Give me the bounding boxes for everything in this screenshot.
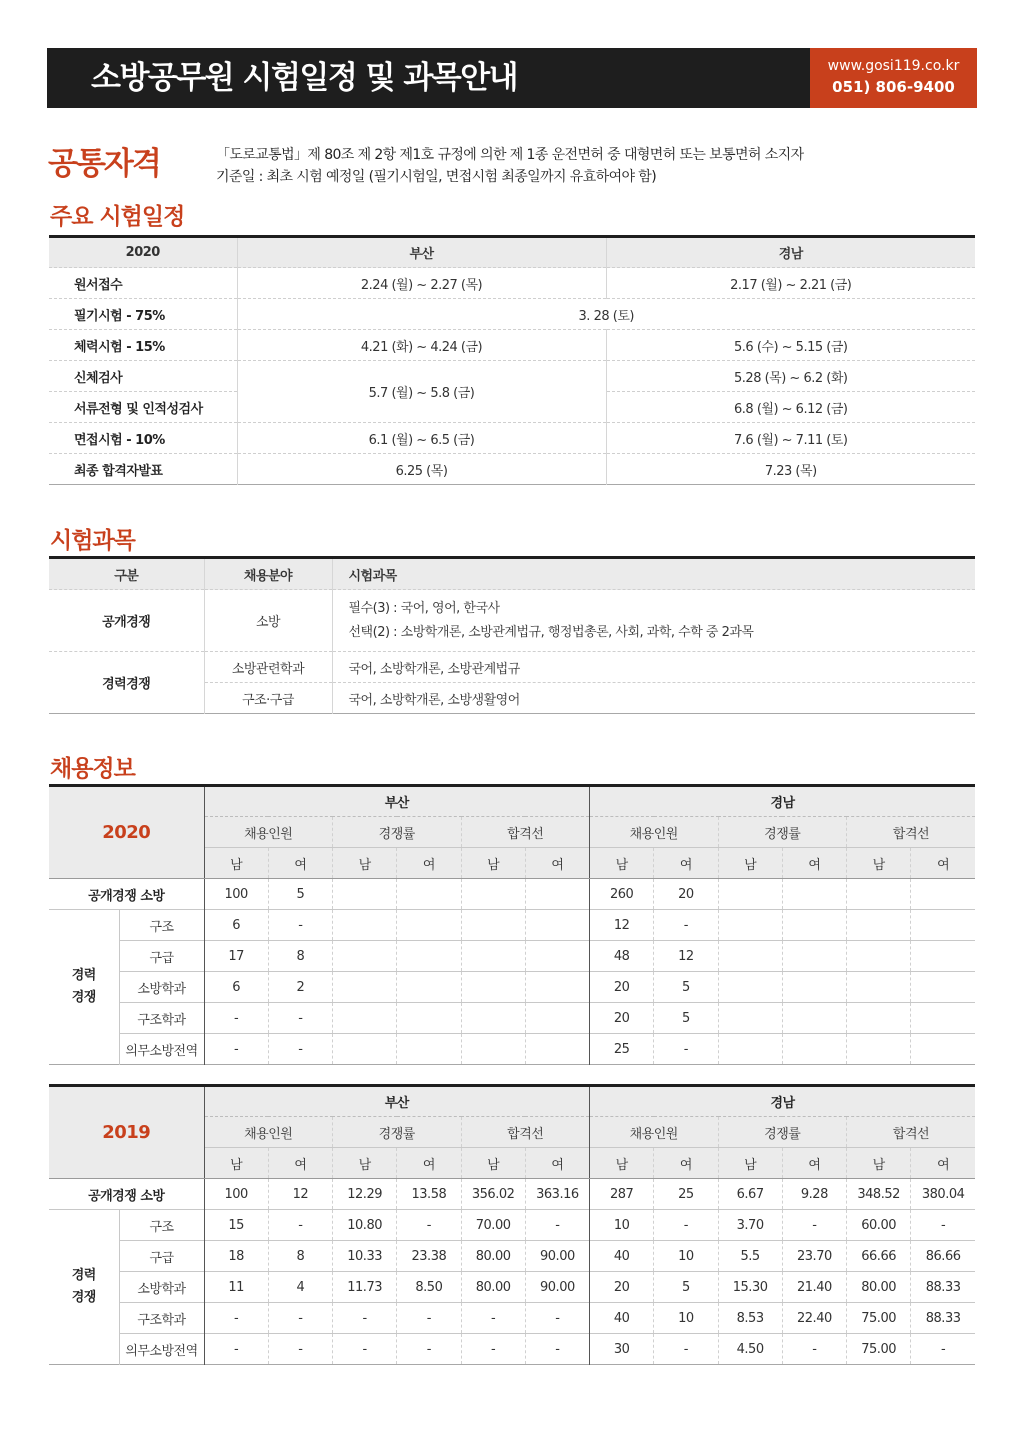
data-cell bbox=[718, 1003, 782, 1034]
data-cell: 10.80 bbox=[333, 1210, 397, 1241]
qualification-title: 공통자격 bbox=[48, 146, 160, 182]
data-cell: 10 bbox=[654, 1241, 718, 1272]
region-busan: 부산 bbox=[204, 786, 590, 817]
row-label: 면접시험 - 10% bbox=[49, 423, 237, 454]
sex-header: 여 bbox=[268, 848, 332, 879]
data-cell: - bbox=[333, 1334, 397, 1365]
data-cell: 10 bbox=[654, 1303, 718, 1334]
sex-header: 여 bbox=[782, 848, 846, 879]
qualification-line: 기준일 : 최초 시험 예정일 (필기시험일, 면접시험 최종일까지 유효하여야 함) bbox=[216, 169, 657, 185]
common-qualification bbox=[48, 144, 804, 188]
data-cell bbox=[397, 1003, 461, 1034]
header-subjects: 시험과목 bbox=[332, 558, 975, 590]
row-label: 체력시험 - 15% bbox=[49, 330, 237, 361]
data-cell: 356.02 bbox=[461, 1179, 525, 1210]
data-cell bbox=[847, 941, 911, 972]
data-cell: 100 bbox=[204, 879, 268, 910]
data-cell: - bbox=[397, 1334, 461, 1365]
data-cell: 20 bbox=[590, 1272, 654, 1303]
sex-header: 남 bbox=[847, 1148, 911, 1179]
data-cell: 80.00 bbox=[461, 1272, 525, 1303]
schedule-section-title: 주요 시험일정 bbox=[50, 204, 185, 230]
group-label-line: 경력 bbox=[71, 1268, 96, 1283]
data-cell: 25 bbox=[590, 1034, 654, 1065]
cell-gyeongnam: 5.28 (목) ~ 6.2 (화) bbox=[606, 361, 975, 392]
data-cell bbox=[525, 879, 589, 910]
data-cell: 11 bbox=[204, 1272, 268, 1303]
sex-header: 남 bbox=[333, 848, 397, 879]
row-label: 구급 bbox=[119, 941, 204, 972]
field-cell: 소방관련학과 bbox=[204, 652, 332, 683]
data-cell bbox=[782, 972, 846, 1003]
sex-header: 여 bbox=[654, 1148, 718, 1179]
data-cell: 90.00 bbox=[525, 1272, 589, 1303]
career-group-label bbox=[49, 910, 119, 1065]
data-cell bbox=[333, 941, 397, 972]
data-cell: - bbox=[268, 1034, 332, 1065]
data-cell: 363.16 bbox=[525, 1179, 589, 1210]
row-label: 구조 bbox=[119, 910, 204, 941]
data-cell: - bbox=[911, 1334, 975, 1365]
data-cell: 86.66 bbox=[911, 1241, 975, 1272]
sex-header: 여 bbox=[525, 1148, 589, 1179]
data-cell bbox=[911, 941, 975, 972]
data-cell bbox=[397, 972, 461, 1003]
sex-header: 남 bbox=[590, 848, 654, 879]
data-cell: - bbox=[204, 1034, 268, 1065]
data-cell: 4 bbox=[268, 1272, 332, 1303]
sex-header: 남 bbox=[590, 1148, 654, 1179]
data-cell: - bbox=[204, 1303, 268, 1334]
region-gyeongnam: 경남 bbox=[590, 786, 976, 817]
subjects-cell: 국어, 소방학개론, 소방생활영어 bbox=[332, 683, 975, 714]
data-cell: 13.58 bbox=[397, 1179, 461, 1210]
data-cell: - bbox=[654, 1034, 718, 1065]
cell-busan: 6.25 (목) bbox=[237, 454, 606, 485]
data-cell: 90.00 bbox=[525, 1241, 589, 1272]
data-cell: 8 bbox=[268, 1241, 332, 1272]
sex-header: 여 bbox=[397, 1148, 461, 1179]
group-label-line: 경쟁 bbox=[71, 1290, 96, 1305]
data-cell bbox=[718, 1034, 782, 1065]
data-cell bbox=[911, 879, 975, 910]
cell-busan: 5.7 (월) ~ 5.8 (금) bbox=[237, 361, 606, 423]
table-row bbox=[49, 268, 975, 299]
category-open: 공개경쟁 bbox=[49, 590, 204, 652]
data-cell: 20 bbox=[590, 972, 654, 1003]
data-cell: - bbox=[461, 1303, 525, 1334]
data-cell: 40 bbox=[590, 1303, 654, 1334]
data-cell: 10 bbox=[590, 1210, 654, 1241]
data-cell bbox=[782, 879, 846, 910]
data-cell: - bbox=[204, 1003, 268, 1034]
table-row bbox=[49, 972, 975, 1003]
sex-header: 남 bbox=[461, 848, 525, 879]
data-cell bbox=[847, 972, 911, 1003]
data-cell: 380.04 bbox=[911, 1179, 975, 1210]
cell-busan: 2.24 (월) ~ 2.27 (목) bbox=[237, 268, 606, 299]
table-row bbox=[49, 590, 975, 652]
sex-header: 여 bbox=[268, 1148, 332, 1179]
contact-box bbox=[810, 48, 977, 108]
data-cell: 2 bbox=[268, 972, 332, 1003]
data-cell: - bbox=[268, 1003, 332, 1034]
data-cell bbox=[333, 879, 397, 910]
data-cell bbox=[718, 910, 782, 941]
data-cell bbox=[525, 1034, 589, 1065]
metric-header: 경쟁률 bbox=[718, 1117, 847, 1148]
data-cell: - bbox=[268, 910, 332, 941]
data-cell: 21.40 bbox=[782, 1272, 846, 1303]
data-cell bbox=[718, 941, 782, 972]
data-cell: 8.53 bbox=[718, 1303, 782, 1334]
cell-gyeongnam: 7.23 (목) bbox=[606, 454, 975, 485]
header-gyeongnam: 경남 bbox=[606, 237, 975, 268]
data-cell bbox=[911, 972, 975, 1003]
subjects-section-title: 시험과목 bbox=[50, 528, 135, 554]
table-row bbox=[49, 423, 975, 454]
data-cell bbox=[911, 910, 975, 941]
table-row bbox=[49, 454, 975, 485]
data-cell: - bbox=[204, 1334, 268, 1365]
data-cell bbox=[333, 1034, 397, 1065]
sex-header: 여 bbox=[911, 848, 975, 879]
recruitment-section-title: 채용정보 bbox=[50, 756, 135, 782]
row-label: 의무소방전역 bbox=[119, 1334, 204, 1365]
data-cell: - bbox=[397, 1303, 461, 1334]
data-cell bbox=[397, 910, 461, 941]
data-cell: - bbox=[911, 1210, 975, 1241]
table-row bbox=[49, 910, 975, 941]
data-cell: 100 bbox=[204, 1179, 268, 1210]
table-row bbox=[49, 879, 975, 910]
sex-header: 여 bbox=[654, 848, 718, 879]
page-title: 소방공무원 시험일정 및 과목안내 bbox=[91, 60, 518, 96]
table-row bbox=[49, 299, 975, 330]
row-label: 구조학과 bbox=[119, 1303, 204, 1334]
data-cell: 12 bbox=[590, 910, 654, 941]
cell-gyeongnam: 6.8 (월) ~ 6.12 (금) bbox=[606, 392, 975, 423]
data-cell bbox=[718, 972, 782, 1003]
group-label-line: 경쟁 bbox=[71, 990, 96, 1005]
data-cell: 75.00 bbox=[847, 1334, 911, 1365]
year-label: 2019 bbox=[49, 1086, 204, 1179]
sex-header: 남 bbox=[718, 1148, 782, 1179]
row-label: 공개경쟁 소방 bbox=[49, 879, 204, 910]
row-label: 소방학과 bbox=[119, 1272, 204, 1303]
row-label: 구조학과 bbox=[119, 1003, 204, 1034]
cell-gyeongnam: 2.17 (월) ~ 2.21 (금) bbox=[606, 268, 975, 299]
subjects-cell bbox=[332, 590, 975, 652]
cell-gyeongnam: 7.6 (월) ~ 7.11 (토) bbox=[606, 423, 975, 454]
data-cell: - bbox=[525, 1334, 589, 1365]
data-cell: - bbox=[333, 1303, 397, 1334]
data-cell: 260 bbox=[590, 879, 654, 910]
data-cell bbox=[461, 879, 525, 910]
cell-gyeongnam: 5.6 (수) ~ 5.15 (금) bbox=[606, 330, 975, 361]
table-row bbox=[49, 652, 975, 683]
metric-header: 채용인원 bbox=[204, 1117, 333, 1148]
data-cell: 15 bbox=[204, 1210, 268, 1241]
category-career: 경력경쟁 bbox=[49, 652, 204, 714]
data-cell bbox=[525, 972, 589, 1003]
data-cell: 22.40 bbox=[782, 1303, 846, 1334]
table-row bbox=[49, 1179, 975, 1210]
table-row bbox=[49, 361, 975, 392]
sex-header: 남 bbox=[333, 1148, 397, 1179]
data-cell: 18 bbox=[204, 1241, 268, 1272]
data-cell: 23.38 bbox=[397, 1241, 461, 1272]
table-row bbox=[49, 1210, 975, 1241]
metric-header: 합격선 bbox=[847, 817, 976, 848]
table-row bbox=[49, 1241, 975, 1272]
data-cell: - bbox=[525, 1303, 589, 1334]
data-cell: - bbox=[525, 1210, 589, 1241]
row-label: 서류전형 및 인적성검사 bbox=[49, 392, 237, 423]
region-busan: 부산 bbox=[204, 1086, 590, 1117]
row-label: 구급 bbox=[119, 1241, 204, 1272]
career-group-label bbox=[49, 1210, 119, 1365]
group-label-line: 경력 bbox=[71, 968, 96, 983]
data-cell bbox=[461, 1003, 525, 1034]
data-cell: 60.00 bbox=[847, 1210, 911, 1241]
metric-header: 합격선 bbox=[461, 817, 590, 848]
data-cell bbox=[397, 879, 461, 910]
sex-header: 남 bbox=[204, 1148, 268, 1179]
table-row bbox=[49, 1034, 975, 1065]
data-cell: 5 bbox=[654, 1003, 718, 1034]
data-cell: - bbox=[782, 1210, 846, 1241]
data-cell bbox=[782, 941, 846, 972]
header-banner bbox=[47, 48, 977, 108]
data-cell: 4.50 bbox=[718, 1334, 782, 1365]
subjects-table bbox=[49, 556, 975, 714]
metric-header: 경쟁률 bbox=[333, 1117, 462, 1148]
phone-number: 051) 806-9400 bbox=[832, 78, 955, 96]
sex-header: 남 bbox=[718, 848, 782, 879]
data-cell: 5.5 bbox=[718, 1241, 782, 1272]
data-cell: - bbox=[782, 1334, 846, 1365]
data-cell bbox=[525, 941, 589, 972]
data-cell: 80.00 bbox=[461, 1241, 525, 1272]
schedule-table bbox=[49, 235, 975, 485]
data-cell bbox=[461, 941, 525, 972]
row-label: 공개경쟁 소방 bbox=[49, 1179, 204, 1210]
cell-busan: 4.21 (화) ~ 4.24 (금) bbox=[237, 330, 606, 361]
data-cell bbox=[847, 879, 911, 910]
data-cell: 6 bbox=[204, 972, 268, 1003]
data-cell: - bbox=[654, 1334, 718, 1365]
data-cell: 8 bbox=[268, 941, 332, 972]
table-row bbox=[49, 1272, 975, 1303]
data-cell: 5 bbox=[268, 879, 332, 910]
elective-subjects: 선택(2) : 소방학개론, 소방관계법규, 행정법총론, 사회, 과학, 수학 중 2과목 bbox=[348, 624, 754, 640]
row-label: 소방학과 bbox=[119, 972, 204, 1003]
data-cell bbox=[397, 941, 461, 972]
data-cell bbox=[333, 910, 397, 941]
data-cell: 5 bbox=[654, 1272, 718, 1303]
data-cell bbox=[911, 1034, 975, 1065]
row-label: 필기시험 - 75% bbox=[49, 299, 237, 330]
table-row bbox=[49, 330, 975, 361]
data-cell: 17 bbox=[204, 941, 268, 972]
data-cell: 8.50 bbox=[397, 1272, 461, 1303]
metric-header: 채용인원 bbox=[590, 817, 719, 848]
data-cell bbox=[718, 879, 782, 910]
data-cell: - bbox=[268, 1303, 332, 1334]
sex-header: 남 bbox=[847, 848, 911, 879]
data-cell: 80.00 bbox=[847, 1272, 911, 1303]
data-cell: 66.66 bbox=[847, 1241, 911, 1272]
row-label: 최종 합격자발표 bbox=[49, 454, 237, 485]
data-cell: - bbox=[397, 1210, 461, 1241]
data-cell: 11.73 bbox=[333, 1272, 397, 1303]
data-cell: 88.33 bbox=[911, 1303, 975, 1334]
data-cell: 30 bbox=[590, 1334, 654, 1365]
header-field: 채용분야 bbox=[204, 558, 332, 590]
data-cell bbox=[782, 1003, 846, 1034]
data-cell: 9.28 bbox=[782, 1179, 846, 1210]
row-label: 구조 bbox=[119, 1210, 204, 1241]
header-year: 2020 bbox=[49, 237, 237, 268]
data-cell: 20 bbox=[590, 1003, 654, 1034]
data-cell: 25 bbox=[654, 1179, 718, 1210]
year-label: 2020 bbox=[49, 786, 204, 879]
data-cell: - bbox=[461, 1334, 525, 1365]
data-cell: 3.70 bbox=[718, 1210, 782, 1241]
data-cell bbox=[461, 972, 525, 1003]
data-cell: 88.33 bbox=[911, 1272, 975, 1303]
table-row bbox=[49, 1334, 975, 1365]
required-subjects: 필수(3) : 국어, 영어, 한국사 bbox=[348, 600, 500, 616]
data-cell bbox=[461, 910, 525, 941]
header-category: 구분 bbox=[49, 558, 204, 590]
data-cell bbox=[782, 910, 846, 941]
data-cell bbox=[911, 1003, 975, 1034]
metric-header: 경쟁률 bbox=[333, 817, 462, 848]
sex-header: 여 bbox=[911, 1148, 975, 1179]
data-cell: 70.00 bbox=[461, 1210, 525, 1241]
sex-header: 남 bbox=[204, 848, 268, 879]
table-row bbox=[49, 1003, 975, 1034]
table-row bbox=[49, 941, 975, 972]
metric-header: 합격선 bbox=[847, 1117, 976, 1148]
data-cell: 23.70 bbox=[782, 1241, 846, 1272]
qualification-line: 「도로교통법」제 80조 제 2항 제1호 규정에 의한 제 1종 운전면허 중 대형면허 또는 보통면허 소지자 bbox=[216, 147, 804, 163]
metric-header: 경쟁률 bbox=[718, 817, 847, 848]
data-cell: - bbox=[654, 910, 718, 941]
data-cell: 10.33 bbox=[333, 1241, 397, 1272]
data-cell: 75.00 bbox=[847, 1303, 911, 1334]
data-cell bbox=[333, 972, 397, 1003]
data-cell bbox=[525, 910, 589, 941]
recruitment-table-2020 bbox=[49, 784, 975, 1065]
data-cell: 12 bbox=[268, 1179, 332, 1210]
metric-header: 채용인원 bbox=[204, 817, 333, 848]
data-cell: 48 bbox=[590, 941, 654, 972]
row-label: 신체검사 bbox=[49, 361, 237, 392]
data-cell: 6 bbox=[204, 910, 268, 941]
data-cell bbox=[397, 1034, 461, 1065]
region-gyeongnam: 경남 bbox=[590, 1086, 976, 1117]
sex-header: 여 bbox=[782, 1148, 846, 1179]
data-cell: 287 bbox=[590, 1179, 654, 1210]
data-cell: 348.52 bbox=[847, 1179, 911, 1210]
data-cell bbox=[847, 1003, 911, 1034]
data-cell: 15.30 bbox=[718, 1272, 782, 1303]
data-cell: - bbox=[268, 1334, 332, 1365]
data-cell: 12.29 bbox=[333, 1179, 397, 1210]
data-cell bbox=[847, 1034, 911, 1065]
table-row bbox=[49, 1303, 975, 1334]
data-cell: - bbox=[654, 1210, 718, 1241]
data-cell bbox=[461, 1034, 525, 1065]
data-cell: 20 bbox=[654, 879, 718, 910]
data-cell: 40 bbox=[590, 1241, 654, 1272]
data-cell bbox=[525, 1003, 589, 1034]
data-cell bbox=[333, 1003, 397, 1034]
metric-header: 합격선 bbox=[461, 1117, 590, 1148]
data-cell: 5 bbox=[654, 972, 718, 1003]
data-cell: - bbox=[268, 1210, 332, 1241]
data-cell: 12 bbox=[654, 941, 718, 972]
data-cell: 6.67 bbox=[718, 1179, 782, 1210]
recruitment-table-2019 bbox=[49, 1084, 975, 1365]
row-label: 의무소방전역 bbox=[119, 1034, 204, 1065]
subjects-cell: 국어, 소방학개론, 소방관계법규 bbox=[332, 652, 975, 683]
row-label: 원서접수 bbox=[49, 268, 237, 299]
metric-header: 채용인원 bbox=[590, 1117, 719, 1148]
website-link[interactable]: www.gosi119.co.kr bbox=[827, 58, 960, 74]
data-cell bbox=[782, 1034, 846, 1065]
sex-header: 여 bbox=[525, 848, 589, 879]
field-cell: 소방 bbox=[204, 590, 332, 652]
sex-header: 여 bbox=[397, 848, 461, 879]
cell-busan: 6.1 (월) ~ 6.5 (금) bbox=[237, 423, 606, 454]
data-cell bbox=[847, 910, 911, 941]
field-cell: 구조·구급 bbox=[204, 683, 332, 714]
sex-header: 남 bbox=[461, 1148, 525, 1179]
header-busan: 부산 bbox=[237, 237, 606, 268]
cell-shared: 3. 28 (토) bbox=[237, 299, 975, 330]
